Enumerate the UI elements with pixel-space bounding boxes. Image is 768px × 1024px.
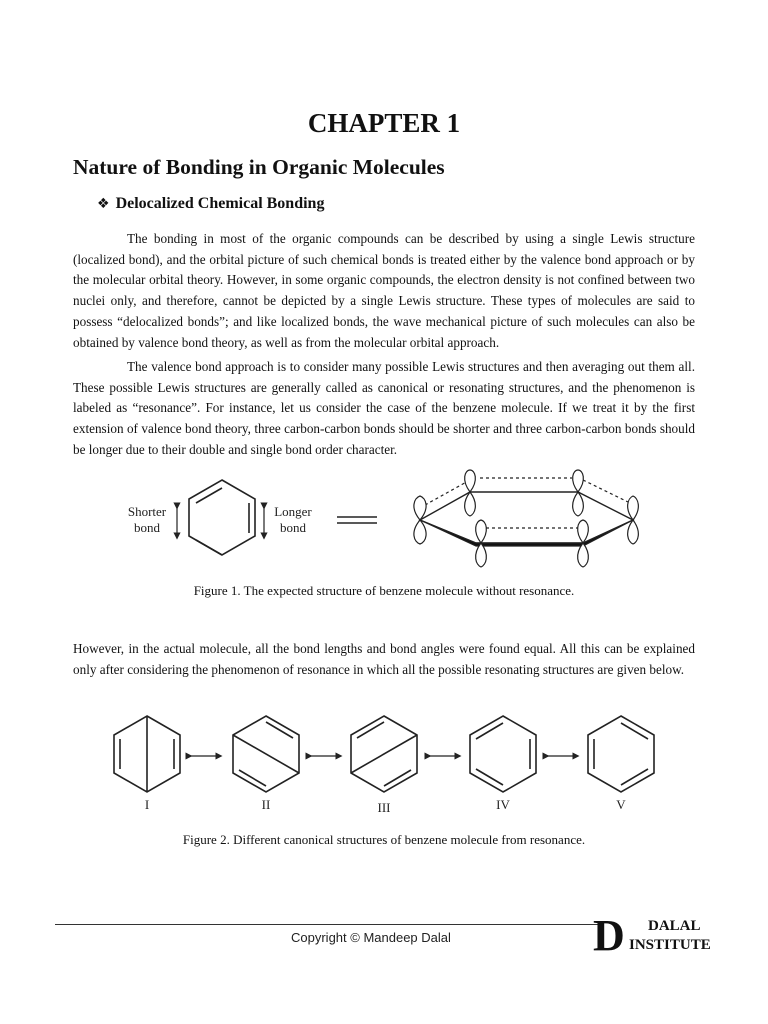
diamond-bullet-icon: ❖ [97, 196, 110, 212]
logo-d-icon: D [593, 911, 625, 960]
structure-label-II: II [261, 797, 271, 812]
structure-label-V: V [616, 797, 626, 812]
figure-2-diagram [0, 706, 768, 816]
structure-label-III: III [377, 800, 391, 815]
structure-III [351, 716, 417, 792]
paragraph-3: However, in the actual molecule, all the bond lengths and bond angles were found equal. All this can be explained only after considering the phenomenon of resonance in which all the possible resonating structures are given below. [73, 641, 695, 677]
figure-2-caption: Figure 2. Different canonical structures of benzene molecule from resonance. [182, 832, 586, 847]
structure-II [233, 716, 299, 792]
footer-divider [55, 924, 600, 925]
chapter-title: CHAPTER 1 [307, 108, 461, 138]
subsection-title: Delocalized Chemical Bonding [115, 195, 325, 212]
logo-text-institute: INSTITUTE [629, 937, 711, 953]
figure-1-caption: Figure 1. The expected structure of benzene molecule without resonance. [193, 583, 575, 598]
logo-text-dalal: DALAL [648, 918, 701, 934]
double-equals-sign [337, 517, 377, 523]
structure-IV [470, 716, 536, 792]
fig1-label-longer: Longer [274, 504, 312, 519]
structure-I [114, 716, 180, 792]
benzene-kekule-hexagon [189, 480, 255, 555]
paragraph-1: The bonding in most of the organic compounds can be described by using a single Lewis structure (localized bond), and the orbital picture of such chemical bonds is treated either by the valence bond approach or by the molecular orbital theory. However, in some organic compounds, the electron density is not confined between two nuclei only, and therefore, cannot be depicted by a single Lewis structure. These types of molecules are said to possess “delocalized bonds”; and like localized bonds, the wave mechanical picture of such molecules can also be obtained by valence bond theory, as well as from the molecular orbital approach. [73, 231, 695, 350]
structure-label-I: I [144, 797, 150, 812]
p-orbital-overlap-diagram [414, 470, 638, 567]
structure-label-IV: IV [496, 797, 510, 812]
subsection-heading [97, 195, 324, 213]
figure-1-diagram [0, 470, 768, 560]
fig1-label-bond-right: bond [280, 520, 306, 535]
fig1-label-shorter: Shorter [127, 504, 167, 519]
fig1-label-bond-left: bond [134, 520, 160, 535]
section-title: Nature of Bonding in Organic Molecules [73, 155, 445, 179]
paragraph-2: The valence bond approach is to consider many possible Lewis structures and then averaging out them all. These possible Lewis structures are generally called as canonical or resonating structures, and the phenomenon is labeled as “resonance”. For instance, let us consider the case of the benzene molecule. If we treat it by the first extension of valence bond theory, three carbon-carbon bonds should be shorter and three carbon-carbon bonds should be longer due to their double and single bond order character. [73, 359, 695, 457]
dalal-institute-logo [593, 911, 723, 960]
footer-copyright: Copyright © Mandeep Dalal [291, 930, 451, 945]
structure-V [588, 716, 654, 792]
